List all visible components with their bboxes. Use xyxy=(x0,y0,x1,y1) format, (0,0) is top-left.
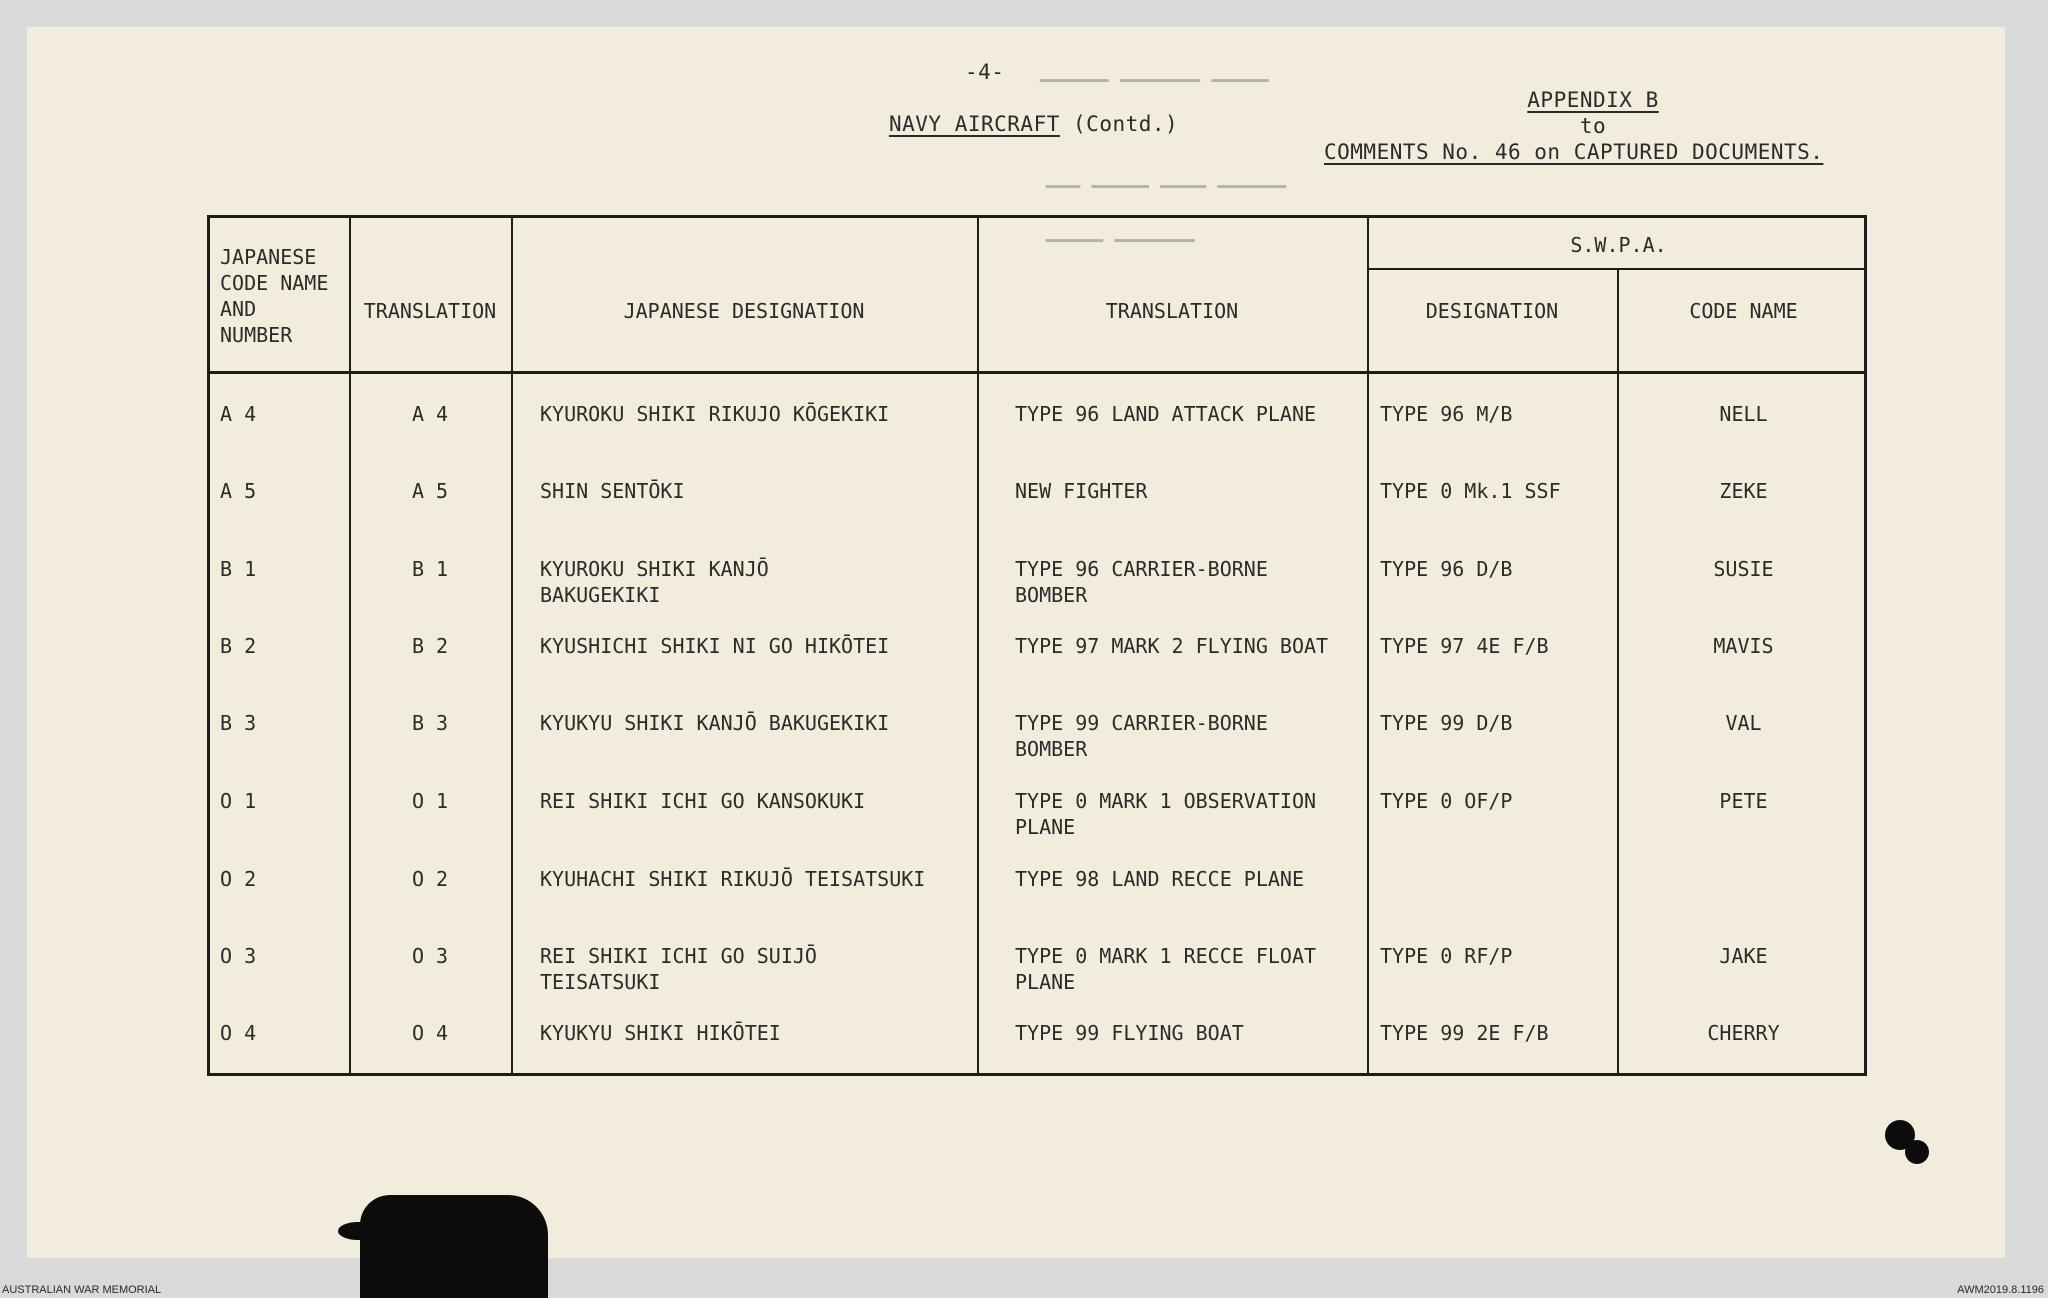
cell-line: KYUROKU SHIKI KANJŌ xyxy=(540,557,769,581)
swpa-divider xyxy=(1367,268,1864,270)
column-divider xyxy=(1367,218,1369,1073)
cell-code: O 4 xyxy=(220,1021,257,1045)
cell-line: TYPE 0 MARK 1 OBSERVATION xyxy=(1015,789,1317,813)
cell-swpa-designation: TYPE 0 Mk.1 SSF xyxy=(1380,479,1561,503)
page-number: -4- xyxy=(965,60,1005,84)
cell-line: REI SHIKI ICHI GO KANSOKUKI xyxy=(540,789,866,813)
cell-line: BAKUGEKIKI xyxy=(540,583,661,607)
header-line: AND xyxy=(220,297,257,321)
cell-line: PLANE xyxy=(1015,970,1076,994)
cell-swpa-designation: TYPE 96 M/B xyxy=(1380,402,1513,426)
column-divider xyxy=(977,218,979,1073)
show-through-text: ▔▔▔▔▔ ▔▔▔▔▔▔▔ xyxy=(1046,240,1195,262)
cell-code: O 2 xyxy=(220,867,257,891)
title-suffix: (Contd.) xyxy=(1073,112,1179,136)
cell-line: TYPE 99 CARRIER-BORNE xyxy=(1015,711,1268,735)
cell-translation: O 1 xyxy=(411,789,449,813)
cell-line: BOMBER xyxy=(1015,737,1088,761)
cell-japanese-designation xyxy=(540,1020,970,1046)
title-main: NAVY AIRCRAFT xyxy=(889,112,1060,136)
cell-english-translation xyxy=(1015,943,1365,995)
header-code-name xyxy=(220,244,328,348)
aircraft-table xyxy=(207,215,1867,1076)
cell-translation: B 3 xyxy=(411,711,449,735)
cell-translation: O 4 xyxy=(411,1021,449,1045)
appendix-to: to xyxy=(1579,114,1607,138)
header-designation: DESIGNATION xyxy=(1425,299,1559,323)
header-line: JAPANESE xyxy=(220,245,317,269)
cell-swpa-designation: TYPE 96 D/B xyxy=(1380,557,1513,581)
torn-corner xyxy=(360,1195,548,1298)
cell-translation: B 2 xyxy=(411,634,449,658)
cell-swpa-designation: TYPE 99 D/B xyxy=(1380,711,1513,735)
cell-line: KYUSHICHI SHIKI NI GO HIKŌTEI xyxy=(540,634,890,658)
cell-line: REI SHIKI ICHI GO SUIJŌ xyxy=(540,944,817,968)
footer-source: AUSTRALIAN WAR MEMORIAL xyxy=(2,1284,162,1296)
cell-swpa-code-name: MAVIS xyxy=(1713,634,1774,658)
cell-line: NEW FIGHTER xyxy=(1015,479,1148,503)
cell-code: B 1 xyxy=(220,557,257,581)
cell-translation: O 2 xyxy=(411,867,449,891)
appendix-label: APPENDIX B xyxy=(1527,88,1659,112)
cell-line: KYUKYU SHIKI KANJŌ BAKUGEKIKI xyxy=(540,711,890,735)
cell-japanese-designation xyxy=(540,633,970,659)
cell-swpa-designation: TYPE 0 RF/P xyxy=(1380,944,1513,968)
show-through-text: ▔▔▔ ▔▔▔▔▔ ▔▔▔▔ ▔▔▔▔▔▔ xyxy=(1046,186,1287,208)
cell-code: O 1 xyxy=(220,789,257,813)
cell-english-translation xyxy=(1015,710,1365,762)
cell-line: KYUKYU SHIKI HIKŌTEI xyxy=(540,1021,781,1045)
punch-hole xyxy=(1905,1140,1929,1164)
header-translation-english: TRANSLATION xyxy=(1105,299,1239,323)
cell-translation: B 1 xyxy=(411,557,449,581)
cell-line: BOMBER xyxy=(1015,583,1088,607)
cell-line: TYPE 0 MARK 1 RECCE FLOAT xyxy=(1015,944,1317,968)
cell-swpa-designation: TYPE 99 2E F/B xyxy=(1380,1021,1549,1045)
cell-code: B 2 xyxy=(220,634,257,658)
cell-english-translation xyxy=(1015,478,1365,504)
cell-swpa-code-name: SUSIE xyxy=(1713,557,1774,581)
column-divider xyxy=(511,218,513,1073)
cell-line: TYPE 96 LAND ATTACK PLANE xyxy=(1015,402,1317,426)
header-swpa: S.W.P.A. xyxy=(1570,233,1667,257)
cell-translation: A 5 xyxy=(411,479,449,503)
header-line: CODE NAME xyxy=(220,271,329,295)
header-translation: TRANSLATION xyxy=(363,299,497,323)
cell-japanese-designation xyxy=(540,943,970,995)
cell-translation: O 3 xyxy=(411,944,449,968)
cell-swpa-designation: TYPE 97 4E F/B xyxy=(1380,634,1549,658)
cell-line: KYUROKU SHIKI RIKUJO KŌGEKIKI xyxy=(540,402,890,426)
cell-japanese-designation xyxy=(540,556,970,608)
cell-english-translation xyxy=(1015,401,1365,427)
footer-accession: AWM2019.8.1196 xyxy=(1957,1284,2044,1296)
cell-line: TYPE 99 FLYING BOAT xyxy=(1015,1021,1244,1045)
header-japanese-designation: JAPANESE DESIGNATION xyxy=(623,299,865,323)
cell-swpa-code-name: NELL xyxy=(1719,402,1768,426)
cell-japanese-designation xyxy=(540,401,970,427)
cell-line: TYPE 96 CARRIER-BORNE xyxy=(1015,557,1268,581)
cell-line: KYUHACHI SHIKI RIKUJŌ TEISATSUKI xyxy=(540,867,926,891)
cell-english-translation xyxy=(1015,866,1365,892)
cell-japanese-designation xyxy=(540,478,970,504)
cell-code: O 3 xyxy=(220,944,257,968)
cell-line: TYPE 98 LAND RECCE PLANE xyxy=(1015,867,1304,891)
cell-japanese-designation xyxy=(540,710,970,736)
cell-translation: A 4 xyxy=(411,402,449,426)
header-swpa-code-name: CODE NAME xyxy=(1689,299,1798,323)
cell-english-translation xyxy=(1015,556,1365,608)
cell-swpa-code-name: VAL xyxy=(1725,711,1762,735)
show-through-text: ▔▔▔▔▔▔ ▔▔▔▔▔▔▔ ▔▔▔▔▔ xyxy=(1040,80,1269,102)
cell-line: SHIN SENTŌKI xyxy=(540,479,685,503)
cell-english-translation xyxy=(1015,788,1365,840)
cell-line: TYPE 97 MARK 2 FLYING BOAT xyxy=(1015,634,1329,658)
cell-swpa-code-name: ZEKE xyxy=(1719,479,1768,503)
header-divider xyxy=(210,371,1864,374)
appendix-reference: COMMENTS No. 46 on CAPTURED DOCUMENTS. xyxy=(1324,140,1824,164)
document-title xyxy=(889,112,1178,136)
cell-code: A 5 xyxy=(220,479,257,503)
cell-swpa-code-name: CHERRY xyxy=(1707,1021,1780,1045)
cell-english-translation xyxy=(1015,1020,1365,1046)
cell-code: B 3 xyxy=(220,711,257,735)
cell-line: TEISATSUKI xyxy=(540,970,661,994)
cell-japanese-designation xyxy=(540,866,970,892)
cell-english-translation xyxy=(1015,633,1365,659)
cell-japanese-designation xyxy=(540,788,970,814)
cell-code: A 4 xyxy=(220,402,257,426)
cell-swpa-code-name: PETE xyxy=(1719,789,1768,813)
cell-swpa-designation: TYPE 0 OF/P xyxy=(1380,789,1513,813)
cell-swpa-code-name: JAKE xyxy=(1719,944,1768,968)
torn-corner xyxy=(338,1222,378,1240)
cell-line: PLANE xyxy=(1015,815,1076,839)
header-line: NUMBER xyxy=(220,323,293,347)
